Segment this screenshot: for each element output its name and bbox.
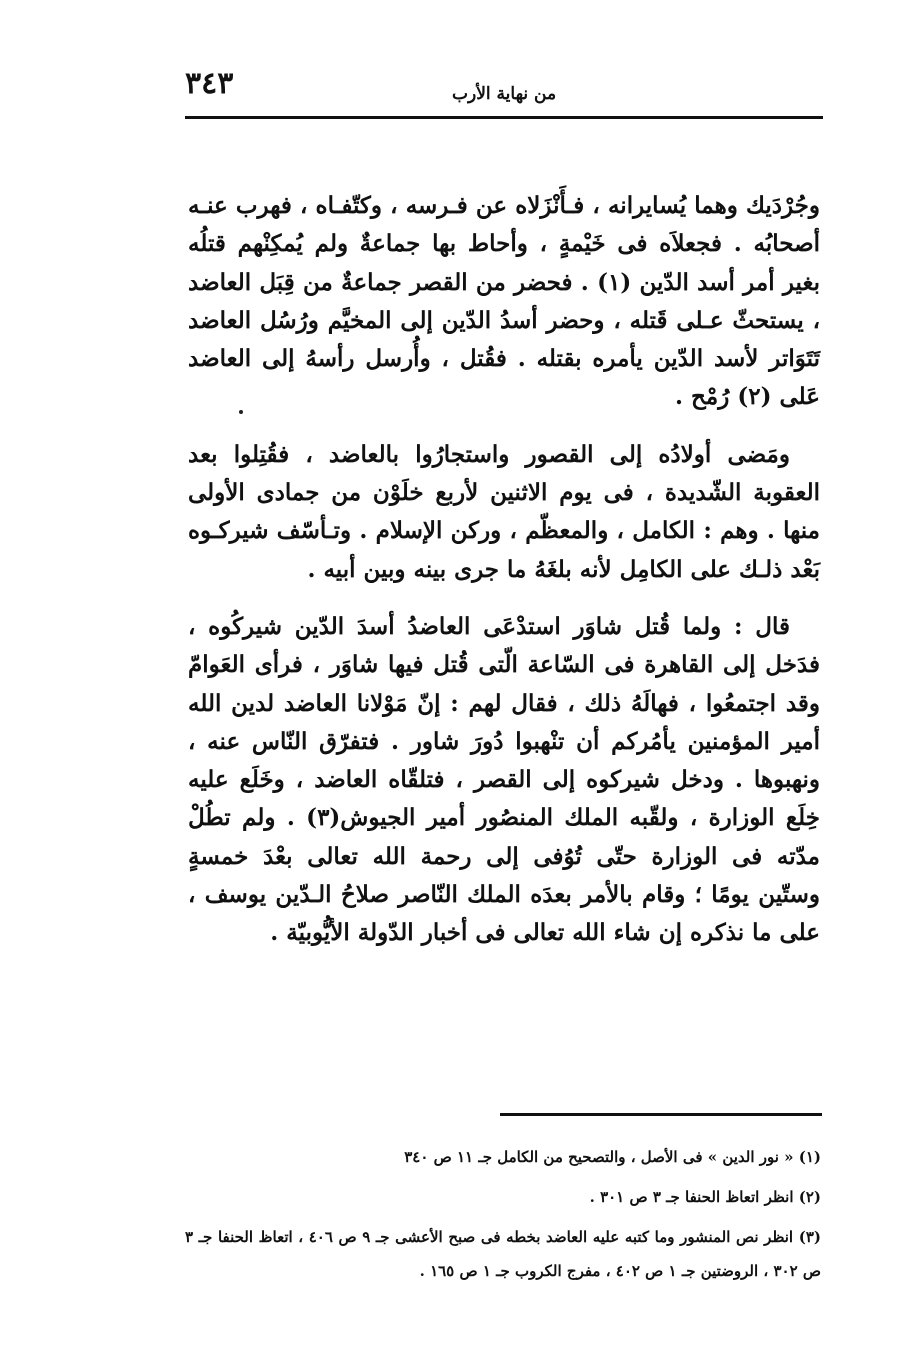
ink-dot	[239, 410, 243, 414]
paragraph-1: وجُرْدَيك وهما يُسايرانه ، فـأَنْزَلاه عن فـرسه ، وكتّفـاه ، فهرب عنـه أصحابُه . فجعلاَه فى خَيْمةٍ ، وأحاط بها جماعةٌ ولم يُمكِنْهم قتلُه بغير أمر أسد الدّين (١) . فحضر من القصر جماعةٌ من قِبَل العاضد ، يستحثّ عـلى قَتله ، وحضر أسدُ الدّين إلى المخيَّم ورُسُل العاضد تَتَوَاتر لأسد الدّين يأمره بقتله . فقُتل ، وأُرسل رأسهُ إلى العاضد عَلى (٢) رُمْح .	[188, 192, 821, 411]
main-text	[188, 187, 820, 972]
page-number: ٣٤٣	[185, 66, 234, 101]
footnote-1: (١) « نور الدين » فى الأصل ، والتصحيح من الكامل جـ ١١ ص ٣٤٠	[404, 1148, 821, 1166]
footnote-rule	[500, 1113, 822, 1116]
footnote-3: (٣) انظر نص المنشور وما كتبه عليه العاضد بخطه فى صبح الأعشى جـ ٩ ص ٤٠٦ ، اتعاظ الحنفا جـ ٣ ص ٣٠٢ ، الروضتين جـ ١ ص ٤٠٢ ، مفرج الكروب جـ ١ ص ١٦٥ .	[185, 1228, 821, 1280]
footnotes	[185, 1140, 821, 1294]
paragraph-3: قال : ولما قُتل شاوَر استدْعَى العاضدُ أسدَ الدّين شيركُوه ، فدَخل إلى القاهرة فى السّاعة الّتى قُتل فيها شاوَر ، فرأى العَوامّ وقد اجتمعُوا ، فهالَهُ ذلك ، فقال لهم : إنّ مَوْلانا العاضد لدين الله أمير المؤمنين يأمُركم أن تنْهبوا دُورَ شاور . فتفرّق النّاس عنه ، ونهبوها . ودخل شيركوه إلى القصر ، فتلقّاه العاضد ، وخَلَع عليه خِلَع الوزارة ، ولقّبه الملك المنصُور أمير الجيوش(٣) . ولم تطُلْ مدّته فى الوزارة حتّى تُوُفى إلى رحمة الله تعالى بعْدَ خمسةٍ وستّين يومًا ؛ وقام بالأمر بعدَه الملك النّاصر صلاحُ الـدّين يوسف ، على ما نذكره إن شاء الله تعالى فى أخبار الدّولة الأيُّوبيّة .	[188, 612, 820, 947]
running-title: من نهاية الأرب	[452, 84, 557, 104]
footnote-2: (٢) انظر اتعاظ الحنفا جـ ٣ ص ٣٠١ .	[589, 1188, 821, 1206]
paragraph-2: ومَضى أولادُه إلى القصور واستجارُوا بالعاضد ، فقُتِلوا بعد العقوبة الشّديدة ، فى يوم الاثنين لأربع خلَوْن من جمادى الأولى منها . وهم : الكامل ، والمعظّم ، وركن الإسلام . وتـأسّف شيركـوه بَعْد ذلـك على الكامِل لأنه بلغَهُ ما جرى بينه وبين أبيه .	[188, 440, 820, 583]
header-rule	[185, 116, 823, 119]
